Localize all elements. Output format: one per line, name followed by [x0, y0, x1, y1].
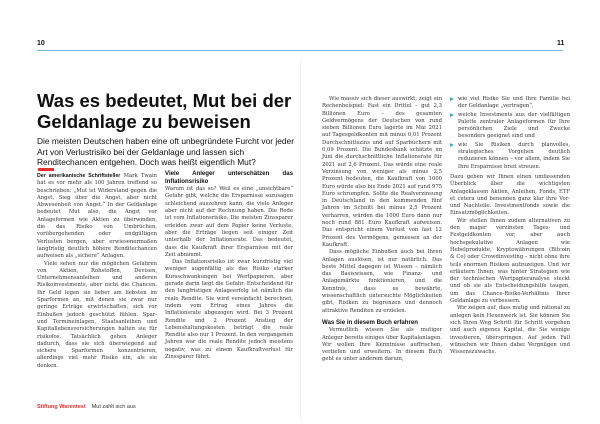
col3-paragraph-3: Vermutlich wissen Sie als mutiger Anleger bereits einiges über Kapitalanlagen. Wir wollen Ihre Kenntnisse auffrischen, vertiefen und erweitern. In diesem Buch geht es unter anderem darum, — [322, 327, 442, 363]
page-number-left: 10 — [37, 40, 45, 47]
intro-text: Die meisten Deutschen haben eine oft unbegründete Furcht vor jeder Art von Verlustrisiko bei der Geldanlage und lassen sich Renditechancen entgehen. Doch was heißt eigentlich Mut? — [37, 136, 294, 168]
col1-lead: Der amerikanische Schriftsteller — [37, 173, 121, 179]
column-2 — [165, 170, 293, 361]
col1-paragraph-1 — [37, 173, 157, 261]
page-number-right: 11 — [557, 40, 565, 47]
column-3 — [322, 96, 442, 364]
bullet-item: welche Investments aus der vielfältigen Palette zentraler Anlageformen für Ihre persönlichen Ziele und Zwecke besonders geeignet sind und — [450, 112, 570, 141]
col4-paragraph-3: Wir zeigen auf, dass mutig und rational zu anlegen kein Hexenwerk ist. Sie können Sie sich Ihren Weg Schritt für Schritt vorgehen und auch eigenes Kapital, die Sie wenige investieren, überspringen. Auf jeden Fall wünschen wir Ihnen dabei Vergnügen und Wissenszuwachs. — [450, 305, 570, 356]
col4-paragraph-2: Wir stellen Ihnen zudem alternativen zu den mager verzinsten Tages- und Festgeldkonten vor, aber auch hochspekulative Anlagen wie Hebelprodukte, Kryptowährungen (Bitcoin & Co) oder Crowdinvesting – nicht ohne ihre teils enormen Risiken aufzuzeigen. Und wir erläutern Ihnen, was hinter Strategien wie der technischen Wertpapieranalyse steckt und ob sie als Entscheidungshilfe taugen, um das Chance-Risiko-Verhältnis Ihrer Geldanlage zu verbessern. — [450, 217, 570, 305]
headline: Was es bedeutet, Mut bei der Geldanlage zu beweisen — [37, 90, 292, 132]
col3-paragraph-2: Dass mögliche Einbußen auch bei Ihren Anlagen auslösen, ist nur natürlich. Das beste Mittel dagegen ist Wissen – nämlich das Basiswissen, wie Finanz- und Anlagemärkte funktionieren, und die Kenntnis, dass es bewährte, wissenschaftlich untersuchte Möglichkeiten gibt, Risiken zu begrenzen und dennoch attraktive Renditen zu erzielen. — [322, 249, 442, 314]
footer — [37, 404, 136, 410]
top-rule-right — [300, 50, 563, 51]
accent-bar — [38, 168, 54, 171]
bullet-item: wie Sie Risiken durch planvolles, strategisches Vorgehen deutlich reduzieren können – vor allem, indem Sie Ihre Ersparnisse breit streuen. — [450, 142, 570, 171]
column-1 — [37, 173, 157, 370]
col2-paragraph-1: Warum ist das so? Weil es eine „unsichtbare“ Gefahr gibt, welche die Ersparnisse sozusagen schleichend auszehren kann, die viele Anleger aber nicht auf der Rechnung haben. Die Rede ist vom Inflationsrisiko. Die meisten Zinssparer erleiden zwar auf dem Papier keine Verluste, aber die Erträge liegen seit einiger Zeit unterhalb der Inflationsrate. Das bedeutet, dass die Kaufkraft ihrer Ersparnisse mit der Zeit abnimmt. — [165, 186, 293, 258]
col4-bullet-list — [450, 96, 570, 171]
top-rule-left — [37, 50, 300, 51]
col2-heading: Viele Anleger unterschätzen das Inflationsrisiko — [165, 170, 293, 185]
footer-label: Mut zahlt sich aus — [91, 404, 136, 410]
col3-paragraph-1: Wie massiv sich dieser auswirkt, zeigt ein Rechenbeispiel: Fast ein Drittel – gut 2,3 Billionen Euro – des gesamten Geldvermögens der Deutschen von rund sieben Billionen Euro lagerte im Mai 2021 auf Tagesgeldkonten mit minus 0,01 Prozent Durchschnittszins und auf Sparbüchern mit 0,09 Prozent. Die Bundesbank schätzte im Juni die durchschnittliche Inflationsrate für 2021 auf 2,6 Prozent. Das würde eine reale Verzinsung von weniger als minus 2,5 Prozent bedeuten, die Kaufkraft von 1000 Euro würde also bis Ende 2021 auf rund 975 Euro schrumpfen. Sollte die Realverzinsung in Deutschland in den kommenden fünf Jahren im Schnitt bei minus 2,5 Prozent verharren, würden die 1000 Euro dann nur noch rund 881 Euro Kaufkraft aufweisen. Das entspricht einem Verlust von fast 12 Prozent des Vermögens, gemessen an der Kaufkraft. — [322, 96, 442, 248]
col2-paragraph-2: Das Inflationsrisiko ist zwar kurzfristig viel weniger augenfällig als das Risiko starker Kursschwankungen bei Wertpapieren, aber gerade darin liegt die Gefahr. Entscheidend für den langfristigen Anlageerfolg ist nämlich die reale Rendite. Sie wird vereinfacht berechnet, indem vom Ertrag eines Jahres die Inflationsrate abgezogen wird. Bei 3 Prozent Rendite und 2 Prozent Anstieg der Lebenshaltungskosten beträgt die reale Rendite also nur 1 Prozent. In den vergangenen Jahren war die reale Rendite jedoch meistens negativ, was zu einem Kaufkraftverlust für Zinssparer führt. — [165, 259, 293, 361]
spread-gutter — [300, 59, 301, 421]
footer-brand: Stiftung Warentest — [37, 404, 86, 410]
col1-paragraph-2: Viele sehen nur die möglichen Gefahren von Aktien, Rohstoffen, Devisen, Unternehmensanleihen und anderen Risikoinvestments, aber nicht die Chancen. Ihr Geld legen sie lieber am liebsten im Sparformen an, mit denen sie zwar nur geringe Erträge erwirtschaften, sich vor Einbußen jedoch geschützt fühlen. Spar- und Termineinlagen, Staatsanleihen und Kapitallebensversicherungen halten sie für risikolos. Tatsächlich gehen Anleger dadurch, dass sie sich überwiegend auf sichere Sparformen konzentrieren, allerdings viel mehr Risiko ein, als sie denken. — [37, 260, 157, 369]
column-4 — [450, 96, 570, 356]
col4-paragraph-1: Dazu geben wir Ihnen einen umfassenden Überblick über die wichtigsten Anlageklassen Aktien, Anleihen, Fonds, ETF et cetera und benennen ganz klar ihre Vor- und Nachteile. Investmentfonds sowie die Einsatzmöglichkeiten. — [450, 173, 570, 217]
col1-p1-text: Mark Twain hat es vor mehr als 100 Jahren treffend so beschrieben: „Mut ist Widerstand gegen die Angst, Sieg über die Angst, aber nicht Abwesenheit von Angst.“ In der Geldanlage bedeutet Mut also, die Angst vor Anlageformen wie Aktien zu überwinden, die das Risiko von Umbrüchen, vorübergehenden oder endgültigen Verlusten bergen, aber erwiesenermaßen langfristig deutlich höhere Renditechancen aufweisen als „sichere“ Anlagen. — [37, 173, 158, 260]
col3-heading: Was Sie in diesem Buch erfahren — [322, 318, 418, 326]
bullet-item: wie viel Risiko Sie und Ihre Familie bei der Geldanlage „vertragen“, — [450, 96, 570, 111]
